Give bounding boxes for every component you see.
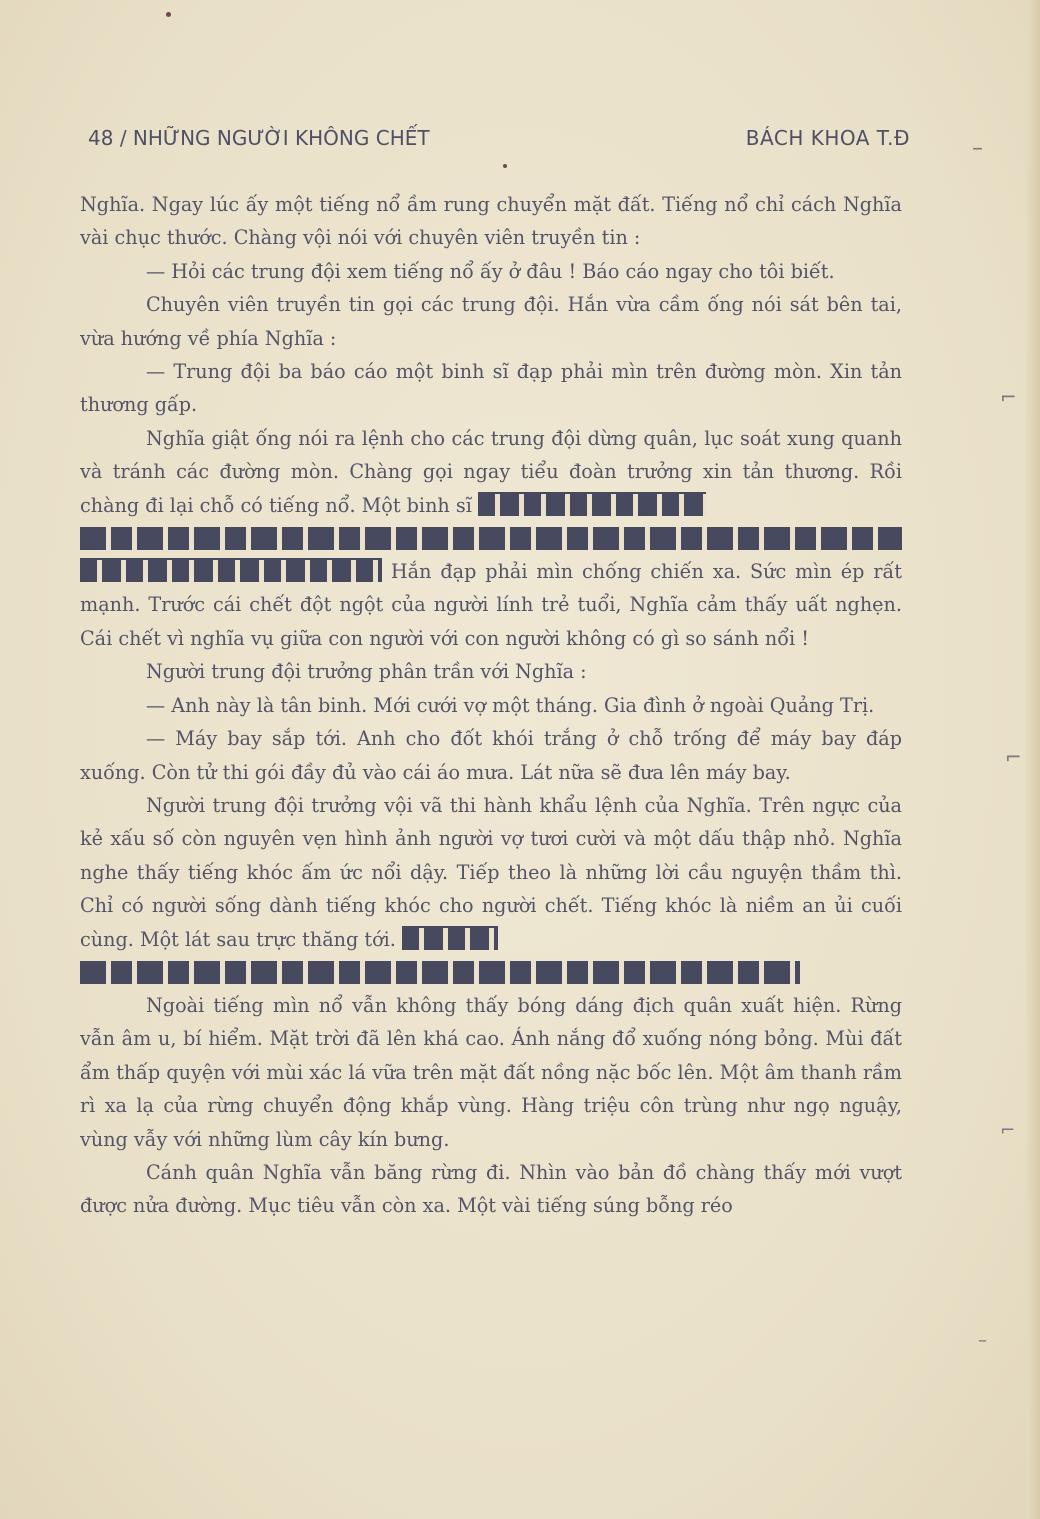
paragraph-text: Người trung đội trưởng vội vã thi hành khẩu lệnh của Nghĩa. Trên ngực của kẻ xấu số còn nguyên vẹn hình ảnh người vợ tươi cười và một dấu thập nhỏ. Nghĩa nghe thấy tiếng khóc ấm ức nổi dậy. Tiếp theo là những lời cầu nguyện thầm thì. Chỉ có người sống dành tiếng khóc cho người chết. Tiếng khóc là niềm an ủi cuối cùng. Một lát sau trực thăng tới. <box>80 793 902 951</box>
paragraph: — Hỏi các trung đội xem tiếng nổ ấy ở đâu ! Báo cáo ngay cho tôi biết. <box>146 259 835 283</box>
header-separator: / <box>119 126 127 150</box>
margin-mark: ⌐ <box>1005 745 1022 769</box>
header-left <box>88 126 430 150</box>
censored-line <box>80 961 800 984</box>
paragraph: Chuyên viên truyền tin gọi các trung đội. Hắn vừa cầm ống nói sát bên tai, vừa hướng về phía Nghĩa : <box>80 293 902 350</box>
paragraph <box>80 422 902 655</box>
paragraph: Người trung đội trưởng phân trần với Nghĩa : <box>146 660 587 684</box>
ink-speck <box>503 164 507 168</box>
censored-block <box>80 558 382 582</box>
censored-block <box>402 926 498 950</box>
page-edge <box>1026 0 1040 1519</box>
paragraph: — Trung đội ba báo cáo một binh sĩ đạp phải mìn trên đường mòn. Xin tản thương gấp. <box>80 360 902 417</box>
margin-mark: – <box>972 136 983 161</box>
publication-name: BÁCH KHOA T.Đ <box>745 126 910 150</box>
paragraph: Cánh quân Nghĩa vẫn băng rừng đi. Nhìn vào bản đồ chàng thấy mới vượt được nửa đường. Mục tiêu vẫn còn xa. Một vài tiếng súng bỗng réo <box>80 1160 902 1218</box>
paragraph: — Anh này là tân binh. Mới cưới vợ một tháng. Gia đình ở ngoài Quảng Trị. <box>146 693 875 717</box>
body-text <box>80 188 902 1223</box>
margin-mark: ⌐ <box>1000 1120 1016 1141</box>
paragraph: Ngoài tiếng mìn nổ vẫn không thấy bóng dáng địch quân xuất hiện. Rừng vẫn âm u, bí hiểm. Mặt trời đã lên khá cao. Ánh nắng đổ xuống nóng bỏng. Mùi đất ẩm thấp quyện với mùi xác lá vữa trên mặt đất nồng nặc bốc lên. Một âm thanh rầm rì xa lạ của rừng chuyển động khắp vùng. Hàng triệu côn trùng như ngọ nguậy, vùng vẫy với những lùm cây kín bưng. <box>80 993 902 1151</box>
margin-mark: ⌐ <box>1000 385 1017 409</box>
paragraph-text: Hắn đạp phải mìn chống chiến xa. Sức mìn ép rất mạnh. Trước cái chết đột ngột của người lính trẻ tuổi, Nghĩa cảm thấy uất nghẹn. Cái chết vì nghĩa vụ giữa con người với con người không có gì so sánh nổi ! <box>80 560 902 650</box>
page-number: 48 <box>88 126 114 150</box>
paragraph-text: Nghĩa giật ống nói ra lệnh cho các trung đội dừng quân, lục soát xung quanh và tránh các đường mòn. Chàng gọi ngay tiểu đoàn trưởng xin tản thương. Rồi chàng đi lại chỗ có tiếng nổ. Một binh sĩ <box>80 426 902 517</box>
paragraph: Nghĩa. Ngay lúc ấy một tiếng nổ ầm rung chuyển mặt đất. Tiếng nổ chỉ cách Nghĩa vài chục thước. Chàng vội nói với chuyên viên truyền tin : <box>80 193 902 250</box>
margin-mark: – <box>978 1330 987 1351</box>
book-title: NHỮNG NGƯỜI KHÔNG CHẾT <box>132 126 430 150</box>
running-header <box>88 126 910 160</box>
paragraph <box>80 789 902 984</box>
censored-block <box>478 492 706 516</box>
paragraph: — Máy bay sắp tới. Anh cho đốt khói trắng ở chỗ trống để máy bay đáp xuống. Còn tử thi gói đầy đủ vào cái áo mưa. Lát nữa sẽ đưa lên máy bay. <box>80 727 902 784</box>
ink-speck <box>166 12 171 17</box>
censored-line <box>80 527 902 550</box>
